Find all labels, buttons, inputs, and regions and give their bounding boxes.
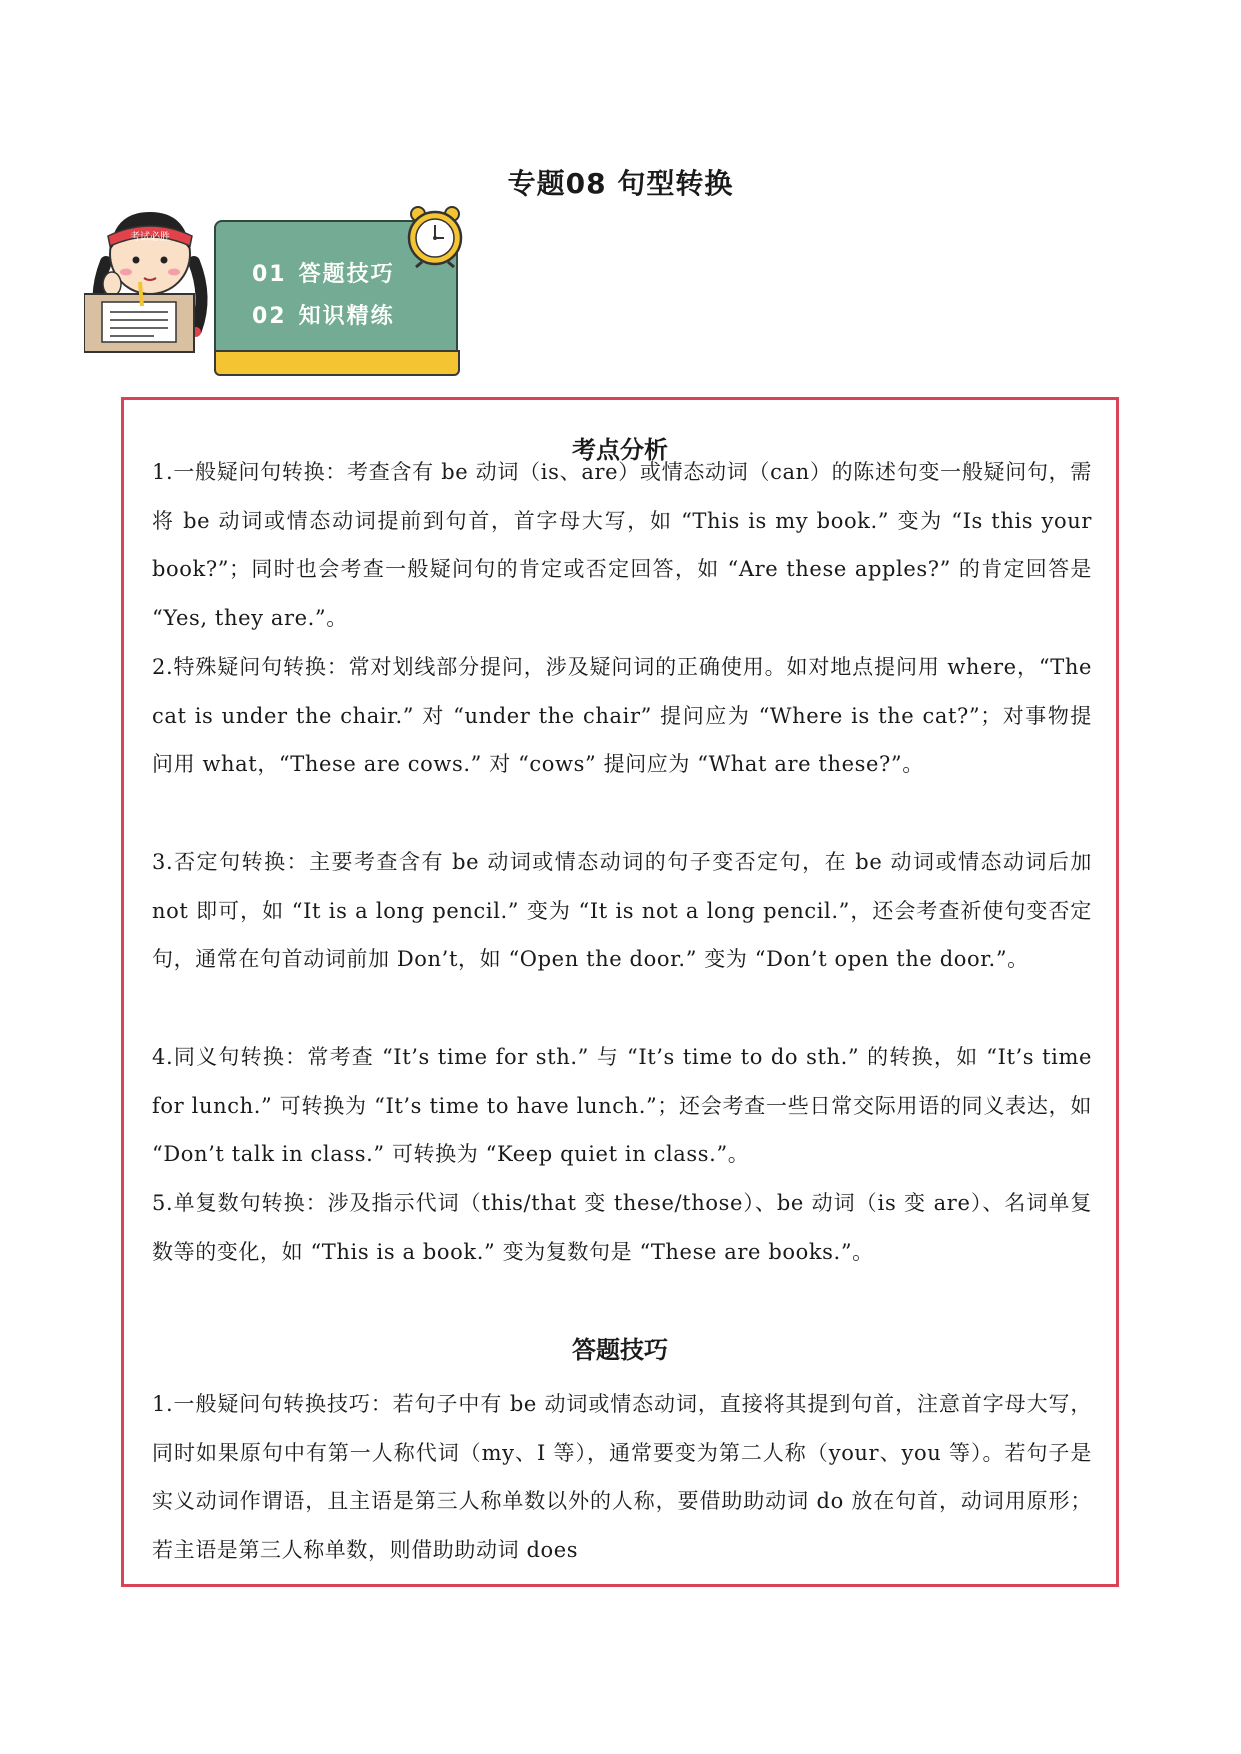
menu-item-answer-tips: 01 答题技巧 (252, 262, 395, 287)
student-girl-illustration (84, 202, 254, 390)
headband-text: 考试必胜 (130, 232, 170, 243)
tip-1: 1.一般疑问句转换技巧：若句子中有 be 动词或情态动词，直接将其提到句首，注意首字母大写，同时如果原句中有第一人称代词（my、I 等），通常要变为第二人称（your、you 等）。若句子是实义动词作谓语，且主语是第三人称单数以外的人称，要借助助动词 do 放在句首，动词用原形；若主语是第三人称单数，则借助助动词 does (152, 1392, 1092, 1562)
page-title: 专题08 句型转换 (507, 167, 734, 200)
topic-banner (84, 200, 464, 390)
section-title-answer-tips: 答题技巧 (572, 1336, 668, 1364)
alarm-clock-icon (404, 202, 466, 268)
section-title-exam-analysis: 考点分析 (572, 436, 668, 464)
menu-item-knowledge-practice: 02 知识精练 (252, 304, 395, 329)
analysis-point-3: 3.否定句转换：主要考查含有 be 动词或情态动词的句子变否定句，在 be 动词或情态动词后加 not 即可，如 “It is a long pencil.” 变为 “It is not a long pencil.”，还会考查祈使句变否定句，通常在句首动词前加 Don’t，如 “Open the door.” 变为 “Don’t open the door.”。 (152, 850, 1092, 972)
analysis-point-4: 4.同义句转换：常考查 “It’s time for sth.” 与 “It’s time to do sth.” 的转换，如 “It’s time for lunch.” 可转换为 “It’s time to have lunch.”；还会考查一些日常交际用语的同义表达，如 “Don’t talk in class.” 可转换为 “Keep quiet in class.”。 (152, 1045, 1092, 1167)
analysis-point-1: 1.一般疑问句转换：考查含有 be 动词（is、are）或情态动词（can）的陈述句变一般疑问句，需将 be 动词或情态动词提前到句首，首字母大写，如 “This is my book.” 变为 “Is this your book?”；同时也会考查一般疑问句的肯定或否定回答，如 “Are these apples?” 的肯定回答是 “Yes, they are.”。 (152, 460, 1092, 630)
content-frame (121, 397, 1119, 1587)
analysis-point-2: 2.特殊疑问句转换：常对划线部分提问，涉及疑问词的正确使用。如对地点提问用 where，“The cat is under the chair.” 对 “under the chair” 提问应为 “Where is the cat?”；对事物提问用 what，“These are cows.” 对 “cows” 提问应为 “What are these?”。 (152, 655, 1092, 777)
analysis-point-5: 5.单复数句转换：涉及指示代词（this/that 变 these/those）、be 动词（is 变 are）、名词单复数等的变化，如 “This is a book.” 变为复数句是 “These are books.”。 (152, 1191, 1092, 1264)
